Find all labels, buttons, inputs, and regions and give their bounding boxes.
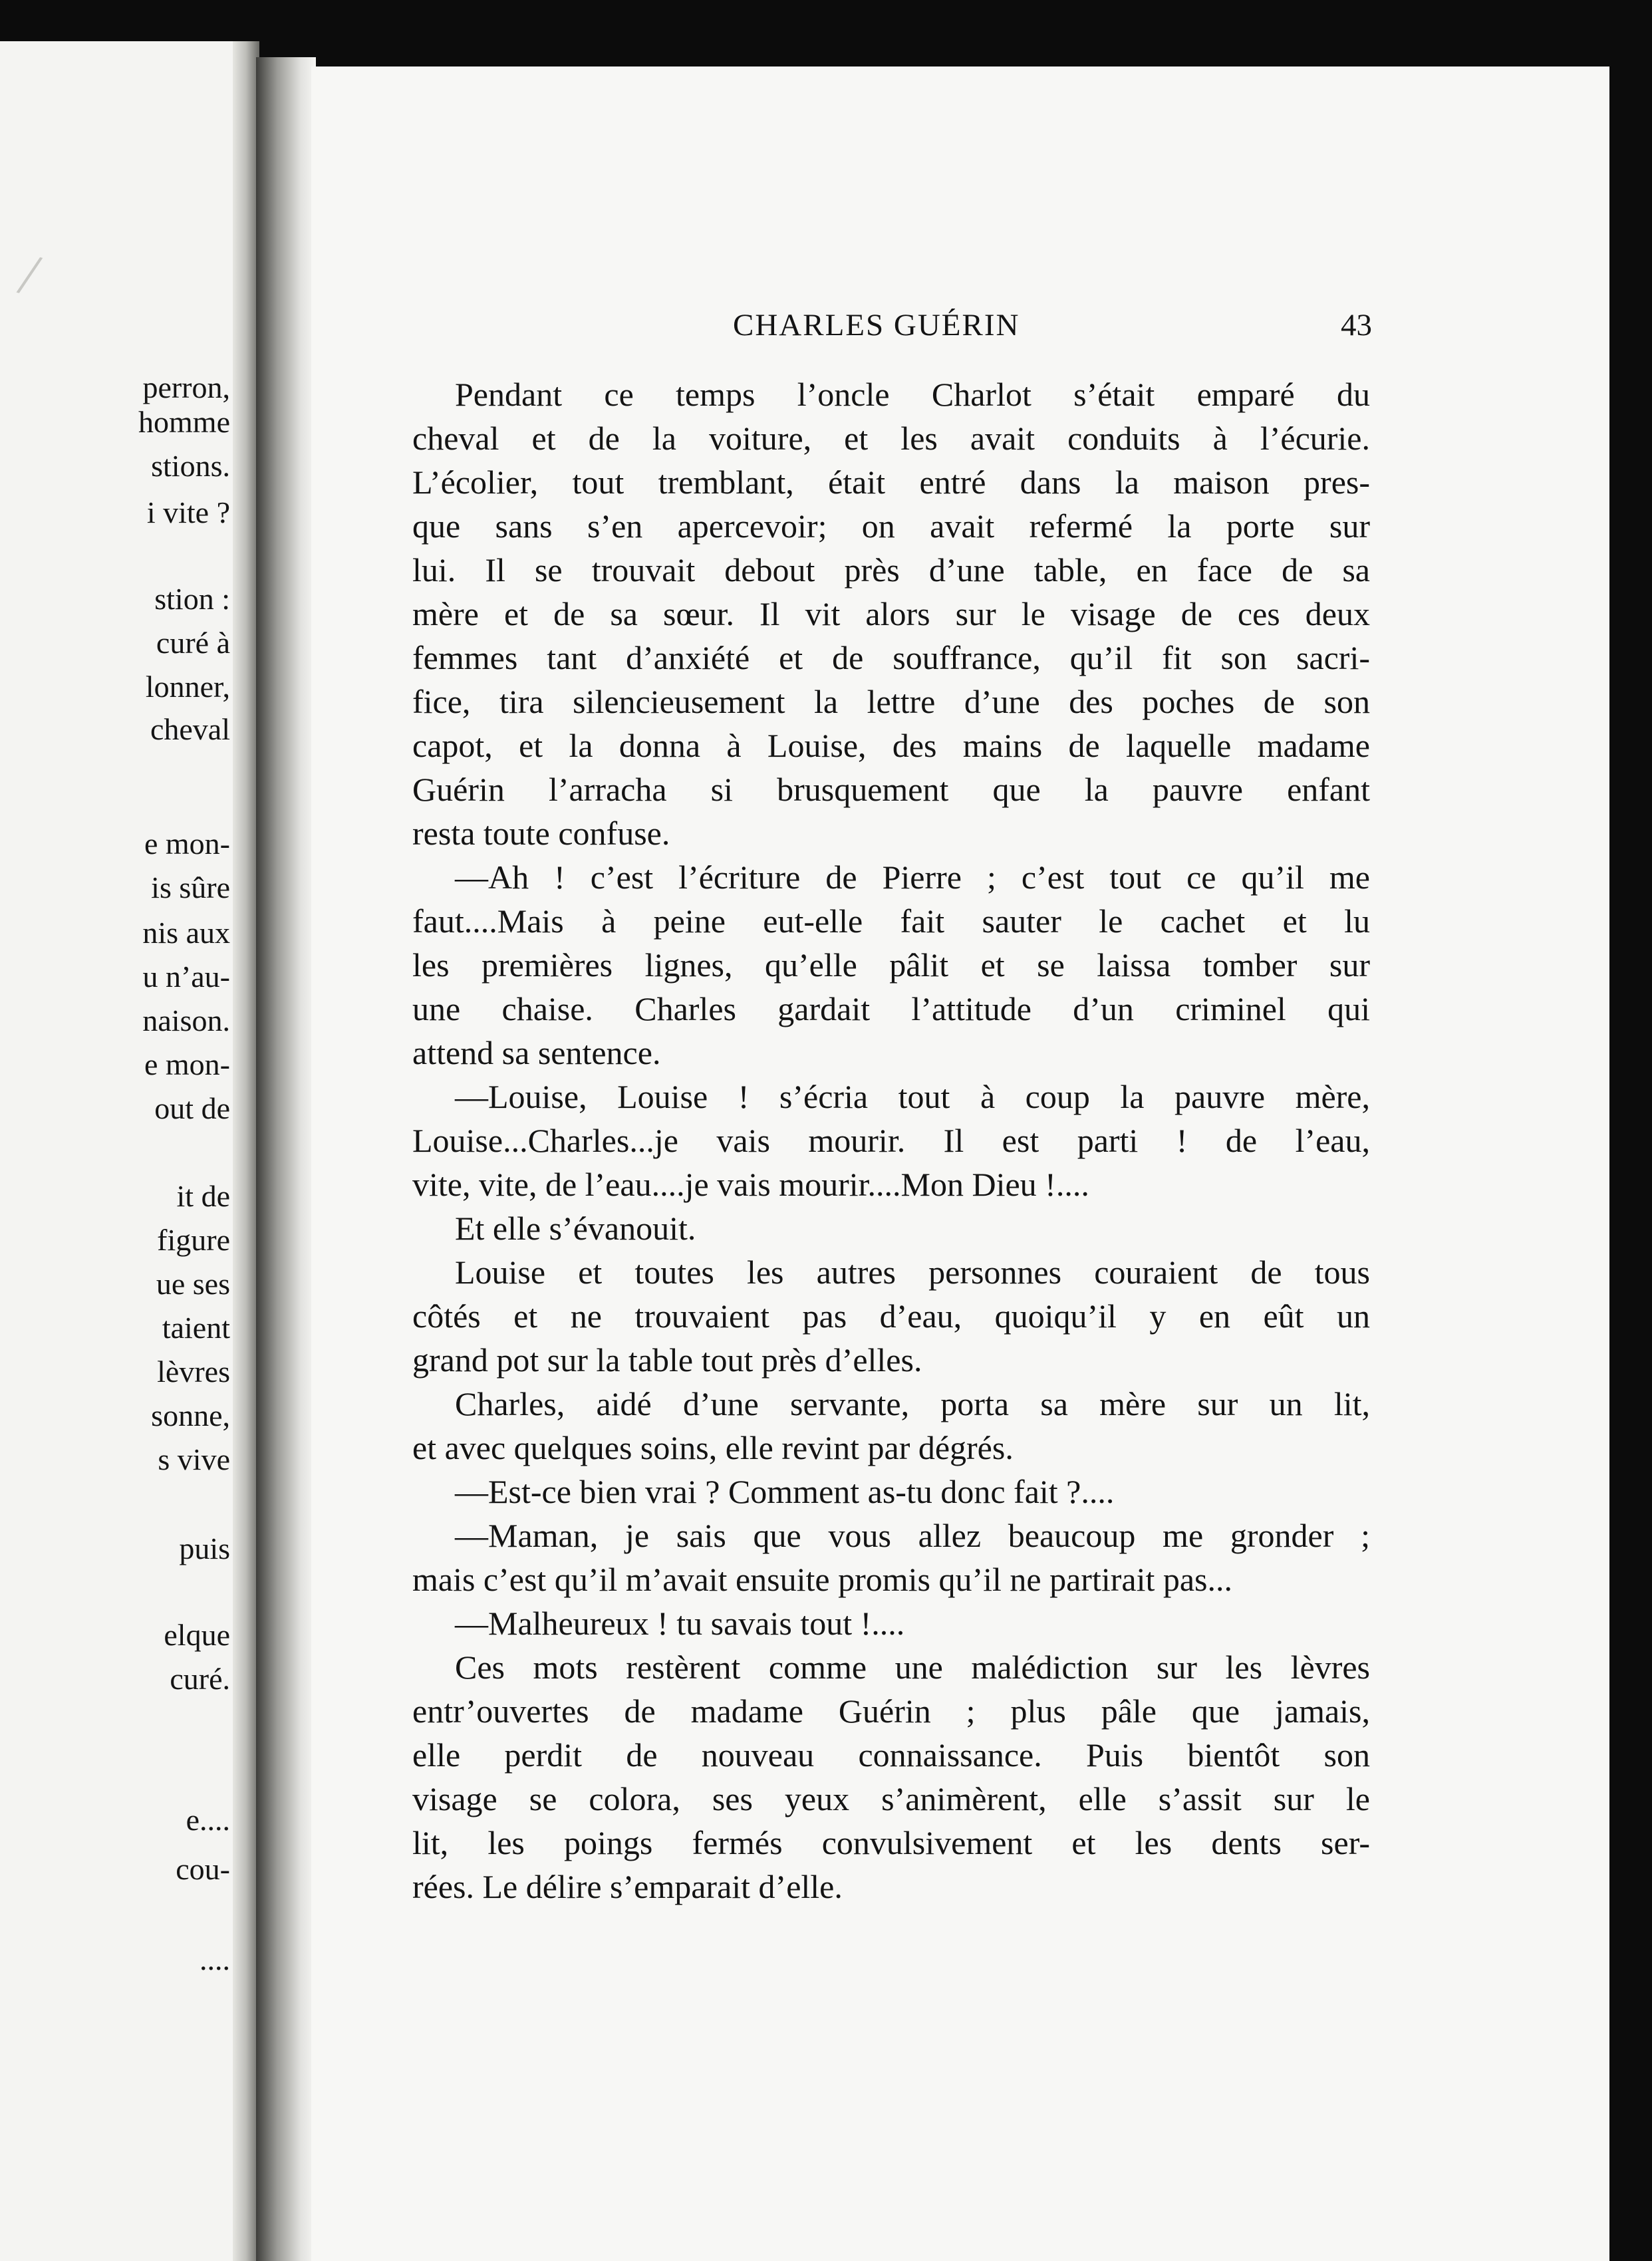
body-line: côtés et ne trouvaient pas d’eau, quoiqu’il y en eût un (412, 1297, 1370, 1335)
left-page-line: i vite ? (146, 495, 230, 529)
body-line: —Louise, Louise ! s’écria tout à coup la pauvre mère, (455, 1078, 1370, 1115)
left-page-line: e mon- (144, 827, 230, 861)
left-page (0, 41, 246, 2261)
left-page-line: cou- (176, 1852, 230, 1886)
left-page-line: perron, (142, 370, 230, 404)
body-line: une chaise. Charles gardait l’attitude d’un criminel qui (412, 990, 1370, 1027)
left-page-line: lèvres (157, 1355, 230, 1389)
left-page-line: e.... (186, 1803, 230, 1837)
left-page-line: puis (179, 1531, 230, 1565)
left-page-line: figure (157, 1223, 230, 1257)
page-number: 43 (1341, 308, 1372, 342)
body-line: cheval et de la voiture, et les avait conduits à l’écurie. (412, 420, 1370, 457)
page-edge (1609, 66, 1652, 2261)
left-page-line: homme (138, 405, 230, 439)
body-line: —Est-ce bien vrai ? Comment as-tu donc fait ?.... (455, 1473, 1115, 1510)
body-line: vite, vite, de l’eau....je vais mourir....Mon Dieu !.... (412, 1166, 1089, 1203)
running-title: CHARLES GUÉRIN (733, 308, 1020, 342)
left-page-line: cheval (150, 712, 230, 746)
left-page-line: .... (200, 1942, 230, 1976)
left-page-line: sonne, (151, 1398, 230, 1432)
page-curl-shadow (256, 57, 316, 2261)
left-page-line: lonner, (145, 670, 230, 704)
left-page-line: out de (154, 1091, 230, 1125)
left-page-line: nis aux (142, 916, 230, 950)
left-page-line: u n’au- (142, 960, 230, 994)
body-line: Guérin l’arracha si brusquement que la pauvre enfant (412, 771, 1370, 808)
body-line: Louise et toutes les autres personnes couraient de tous (455, 1254, 1370, 1291)
body-line: Ces mots restèrent comme une malédiction sur les lèvres (455, 1649, 1370, 1686)
body-line: Et elle s’évanouit. (455, 1210, 696, 1247)
left-page-line: taient (162, 1311, 230, 1345)
body-line: —Malheureux ! tu savais tout !.... (455, 1605, 905, 1642)
body-line: attend sa sentence. (412, 1034, 661, 1071)
body-line: resta toute confuse. (412, 815, 670, 852)
left-page-line: elque (164, 1618, 230, 1652)
body-line: rées. Le délire s’emparait d’elle. (412, 1868, 843, 1905)
body-line: L’écolier, tout tremblant, était entré dans la maison pres- (412, 464, 1370, 501)
body-line: et avec quelques soins, elle revint par dégrés. (412, 1429, 1014, 1466)
left-page-line: ue ses (156, 1267, 230, 1301)
body-line: grand pot sur la table tout près d’elles. (412, 1341, 922, 1379)
body-line: lit, les poings fermés convulsivement et les dents ser- (412, 1824, 1370, 1861)
left-page-line: s vive (158, 1442, 230, 1476)
body-line: entr’ouvertes de madame Guérin ; plus pâle que jamais, (412, 1692, 1370, 1730)
left-page-line: e mon- (144, 1047, 230, 1081)
body-line: visage se colora, ses yeux s’animèrent, elle s’assit sur le (412, 1780, 1370, 1817)
left-page-line: is sûre (151, 870, 230, 904)
body-line: fice, tira silencieusement la lettre d’une des poches de son (412, 683, 1370, 720)
left-page-line: it de (176, 1179, 230, 1213)
body-line: les premières lignes, qu’elle pâlit et se laissa tomber sur (412, 946, 1370, 984)
left-page-line: curé. (170, 1662, 230, 1696)
left-page-line: stions. (151, 449, 230, 483)
body-line: Charles, aidé d’une servante, porta sa mère sur un lit, (455, 1385, 1370, 1422)
body-line: faut....Mais à peine eut-elle fait sauter le cachet et lu (412, 902, 1370, 940)
body-line: mère et de sa sœur. Il vit alors sur le visage de ces deux (412, 595, 1370, 632)
body-line: capot, et la donna à Louise, des mains de laquelle madame (412, 727, 1370, 764)
left-page-line: naison. (142, 1003, 230, 1037)
body-line: —Maman, je sais que vous allez beaucoup me gronder ; (455, 1517, 1370, 1554)
left-page-line: stion : (154, 582, 230, 616)
body-text (412, 372, 1370, 1909)
body-line: Pendant ce temps l’oncle Charlot s’était emparé du (455, 376, 1370, 413)
body-line: lui. Il se trouvait debout près d’une table, en face de sa (412, 551, 1370, 589)
body-line: elle perdit de nouveau connaissance. Puis bientôt son (412, 1736, 1370, 1774)
body-line: —Ah ! c’est l’écriture de Pierre ; c’est tout ce qu’il me (455, 859, 1370, 896)
ink-mark: / (13, 241, 47, 309)
left-page-line: curé à (156, 626, 230, 660)
book-gutter (233, 41, 259, 2261)
body-line: mais c’est qu’il m’avait ensuite promis qu’il ne partirait pas... (412, 1561, 1233, 1598)
body-line: Louise...Charles...je vais mourir. Il est parti ! de l’eau, (412, 1122, 1370, 1159)
body-line: femmes tant d’anxiété et de souffrance, qu’il fit son sacri- (412, 639, 1370, 676)
body-line: que sans s’en apercevoir; on avait refermé la porte sur (412, 507, 1370, 545)
